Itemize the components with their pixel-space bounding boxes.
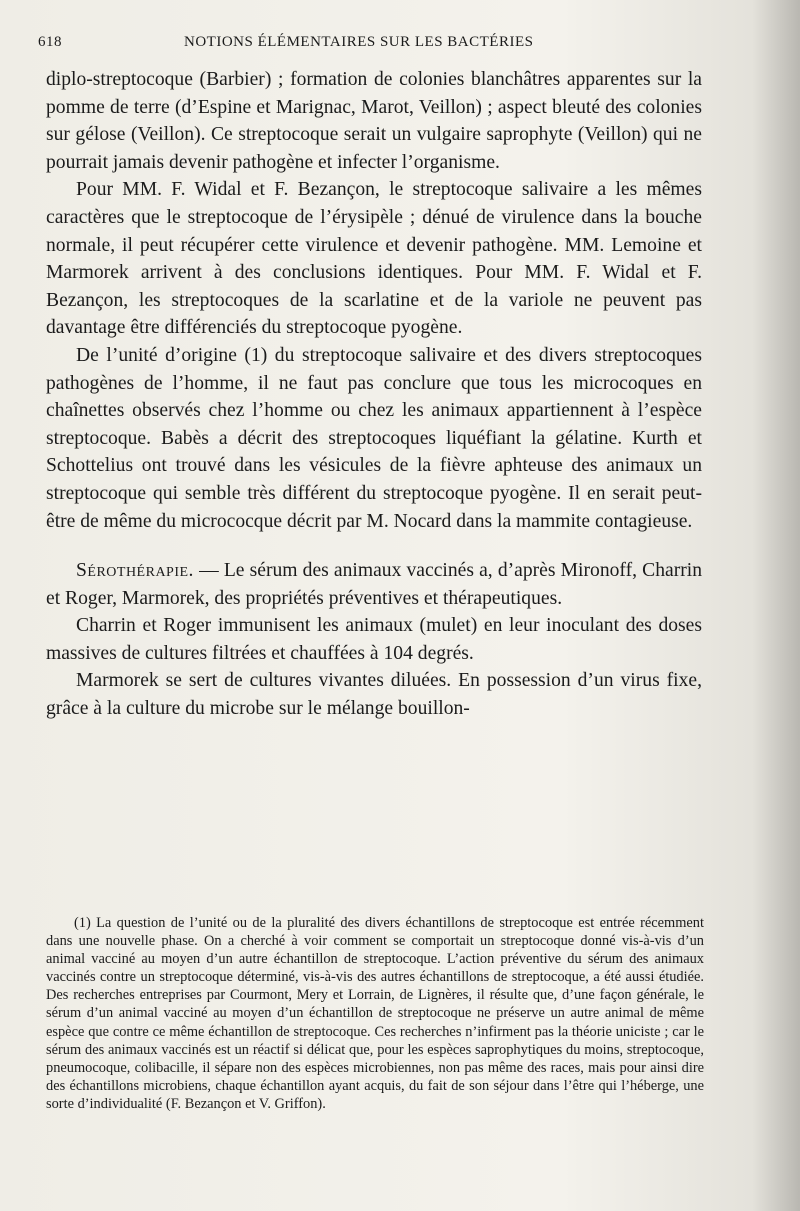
paragraph: De l’unité d’origine (1) du streptocoque salivaire et des divers streptocoques pathogènes de l’homme, il ne faut pas conclure que tous les microcoques en chaînettes observés chez l’homme ou chez les animaux appartiennent à l’espèce streptocoque. Babès a décrit des streptocoques liquéfiant la gélatine. Kurth et Schottelius ont trouvé dans les vésicules de la fièvre aphteuse des animaux un streptocoque qui semble très différent du streptocoque pyogène. Il en serait peut-être de même du micrococque décrit par M. Nocard dans la mammite contagieuse. bbox=[46, 344, 702, 532]
footnote bbox=[46, 914, 704, 1113]
paragraph: Charrin et Roger immunisent les animaux (mulet) en leur inoculant des doses massives de cultures filtrées et chauffées à 104 degrés. bbox=[46, 615, 702, 664]
paragraph: Pour MM. F. Widal et F. Bezançon, le streptocoque salivaire a les mêmes caractères que le streptocoque de l’érysipèle ; dénué de virulence dans la bouche normale, il peut récupérer cette virulence et devenir pathogène. MM. Lemoine et Marmorek arrivent à des conclusions identiques. Pour MM. F. Widal et F. Bezançon, les streptocoques de la scarlatine et de la variole ne peuvent pas davantage être différenciés du streptocoque pyogène. bbox=[46, 179, 702, 339]
paragraph: Marmorek se sert de cultures vivantes diluées. En possession d’un virus fixe, grâce à la culture du microbe sur le mélange bouillon- bbox=[46, 670, 702, 720]
footnote-text: (1) La question de l’unité ou de la pluralité des divers échantillons de streptocoque est entrée récemment dans une nouvelle phase. On a cherché à voir comment se comportait un streptocoque donné vis-à-vis d’un animal vacciné au moyen d’un autre échantillon de streptocoque. L’action préventive du sérum des animaux vaccinés contre un streptocoque déterminé, vis-à-vis des autres échantillons de streptocoque, a été aussi étudiée. Des recherches entreprises par Courmont, Mery et Lorrain, de Lignères, il résulte que, d’une façon générale, le sérum d’un animal vacciné au moyen d’un échantillon de streptocoque ne préserve un autre animal de même espèce que contre ce même échantillon de streptocoque. Ces recherches n’infirment pas la théorie uniciste ; car le sérum des animaux vaccinés est un réactif si délicat que, pour les espèces saprophytiques du moins, streptocoque, pneumocoque, colibacille, il sépare non des espèces microbiennes, non pas même des races, mais pour ainsi dire des échantillons microbiens, chaque échantillon ayant acquis, du fait de son séjour dans l’être qui l’héberge, une sorte d’individualité (F. Bezançon et V. Griffon). bbox=[46, 915, 704, 1112]
section-text: — Le sérum des animaux vaccinés a, d’après Mironoff, Charrin et Roger, Marmorek, des propriétés préventives et thérapeutiques. bbox=[46, 560, 702, 609]
section-heading: Sérothérapie. bbox=[76, 560, 194, 582]
running-title: NOTIONS ÉLÉMENTAIRES SUR LES BACTÉRIES bbox=[184, 34, 534, 50]
page-number: 618 bbox=[38, 34, 62, 50]
page-header bbox=[38, 34, 718, 58]
section-paragraph bbox=[46, 557, 702, 612]
paragraph-continued: diplo-streptocoque (Barbier) ; formation de colonies blanchâtres apparentes sur la pomme de terre (d’Espine et Marignac, Marot, Veillon) ; aspect bleuté des colonies sur gélose (Veillon). Ce streptocoque serait un vulgaire saprophyte (Veillon) qui ne pourrait jamais devenir pathogène et infecter l’organisme. bbox=[46, 69, 702, 173]
body-text bbox=[46, 66, 702, 723]
